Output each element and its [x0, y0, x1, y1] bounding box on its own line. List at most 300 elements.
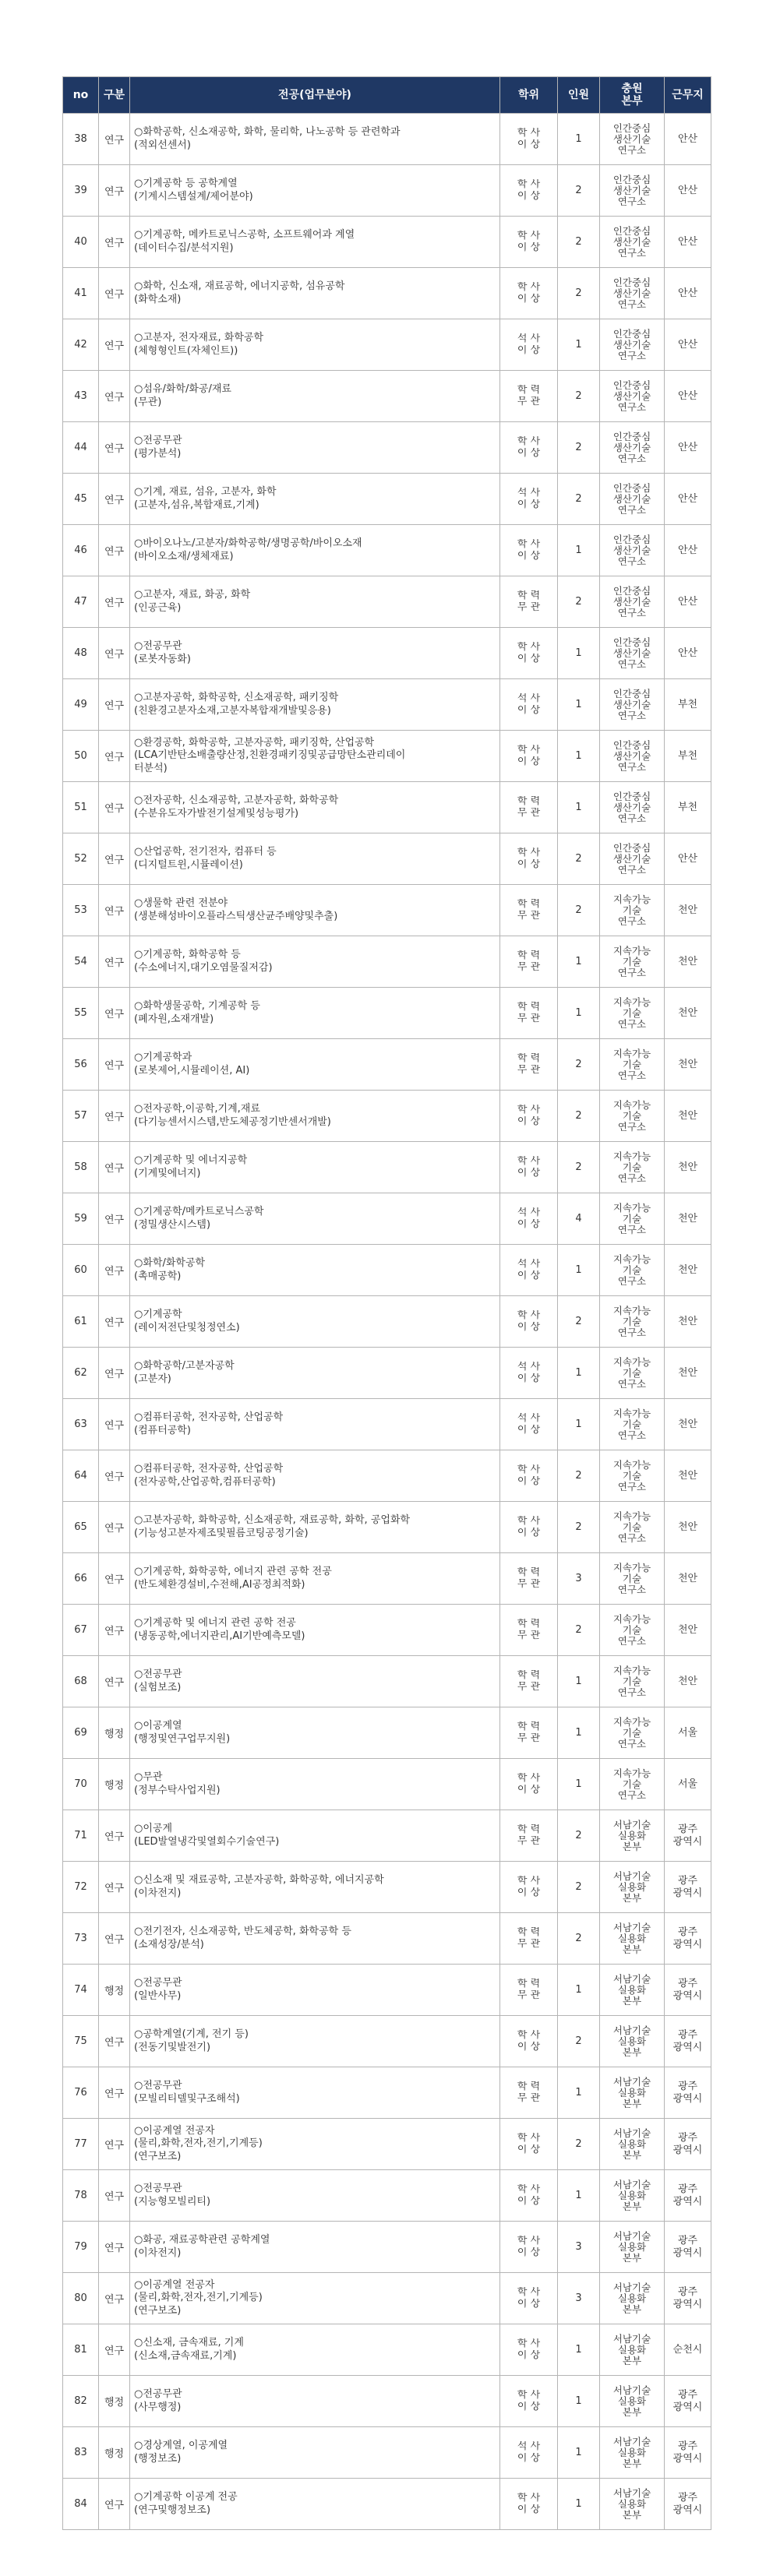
- major-line: ○고분자공학, 화학공학, 신소재공학, 패키징학: [134, 692, 339, 704]
- cell-major: [130, 936, 500, 988]
- degree-char: 사: [530, 1309, 541, 1321]
- cell-org: [600, 525, 665, 576]
- degree-line-1: [500, 539, 557, 551]
- location-line: 광주: [677, 1874, 698, 1887]
- major-line: (LCA기반탄소배출량산정,친환경패키징및공급망탄소관리데이: [134, 749, 406, 762]
- degree-char: 사: [530, 744, 541, 756]
- major-line: (디지털트윈,시뮬레이션): [134, 858, 243, 871]
- cell-location: [665, 1348, 711, 1399]
- cell-major: [130, 2273, 500, 2324]
- cell-major: [130, 1399, 500, 1450]
- degree-char: 관: [530, 2092, 541, 2104]
- major-line: (전자공학,산업공학,컴퓨터공학): [134, 1475, 276, 1488]
- cell-headcount: 1: [558, 988, 600, 1039]
- degree-char: 석: [517, 1412, 528, 1424]
- degree-char: 사: [530, 2183, 541, 2195]
- org-line: 생산기술: [612, 750, 651, 762]
- cell-location: [665, 2222, 711, 2273]
- degree-line-2: [500, 1682, 557, 1693]
- degree-char: 석: [517, 333, 528, 344]
- major-line: (생분해성바이오플라스틱생산균주배양및추출): [134, 910, 338, 922]
- location-line: 광주: [677, 2440, 698, 2452]
- org-line: 연구소: [617, 1172, 647, 1184]
- degree-char: 력: [530, 1721, 541, 1732]
- degree-char: 학: [517, 2132, 528, 2144]
- degree-char: 상: [530, 756, 541, 767]
- cell-category: 연구: [99, 525, 130, 576]
- cell-no: 76: [63, 2067, 99, 2119]
- major-line: (신소재,금속재료,기계): [134, 2349, 237, 2362]
- cell-location: [665, 576, 711, 628]
- cell-org: [600, 2170, 665, 2222]
- cell-headcount: 2: [558, 1913, 600, 1965]
- degree-char: 학: [517, 2029, 528, 2041]
- cell-no: 60: [63, 1245, 99, 1296]
- degree-char: 학: [517, 1618, 528, 1630]
- location-line: 천안: [677, 1521, 698, 1533]
- major-line: (연구보조): [134, 2304, 182, 2317]
- degree-line-2: [500, 345, 557, 357]
- cell-major: [130, 525, 500, 576]
- cell-no: 50: [63, 731, 99, 782]
- cell-no: 49: [63, 679, 99, 731]
- cell-headcount: 1: [558, 731, 600, 782]
- degree-char: 상: [530, 1784, 541, 1795]
- org-line: 지속가능: [612, 1099, 651, 1111]
- degree-char: 상: [530, 190, 541, 202]
- cell-org: [600, 165, 665, 217]
- major-line: (지능형모빌리티): [134, 2195, 211, 2208]
- degree-char: 상: [530, 1270, 541, 1281]
- org-line: 기술: [622, 1213, 642, 1225]
- cell-headcount: 1: [558, 2376, 600, 2427]
- cell-location: [665, 731, 711, 782]
- cell-major: [130, 1862, 500, 1913]
- major-line: ○기계공학과: [134, 1052, 192, 1064]
- degree-char: 이: [517, 241, 528, 253]
- org-line: 본부: [622, 2406, 642, 2418]
- degree-char: 학: [517, 1001, 528, 1013]
- major-line: ○전공무관: [134, 2080, 182, 2092]
- cell-org: [600, 217, 665, 268]
- cell-major: [130, 2324, 500, 2376]
- cell-degree: [500, 782, 558, 833]
- cell-org: [600, 1862, 665, 1913]
- cell-no: 68: [63, 1656, 99, 1707]
- table-row: [63, 988, 711, 1039]
- cell-no: 52: [63, 833, 99, 885]
- degree-line-2: [500, 1836, 557, 1848]
- degree-line-1: [500, 436, 557, 448]
- degree-line-1: [500, 2390, 557, 2402]
- cell-headcount: 1: [558, 2427, 600, 2479]
- header-no: no: [63, 77, 99, 114]
- table-row: [63, 2067, 711, 2119]
- org-line: 지속가능: [612, 1562, 651, 1573]
- cell-degree: [500, 319, 558, 371]
- cell-org: [600, 936, 665, 988]
- major-line: (친환경고분자소재,고분자복합재개발및응용): [134, 704, 331, 717]
- org-line: 연구소: [617, 1686, 647, 1698]
- org-line: 실용화: [617, 2035, 647, 2047]
- cell-degree: [500, 1862, 558, 1913]
- org-line: 연구소: [617, 247, 647, 259]
- degree-line-2: [500, 139, 557, 151]
- cell-major: [130, 2170, 500, 2222]
- degree-line-1: [500, 179, 557, 191]
- location-line: 천안: [677, 1006, 698, 1019]
- major-line: (고분자): [134, 1373, 171, 1385]
- cell-location: [665, 936, 711, 988]
- major-line: (LED발열냉각및열회수기술연구): [134, 1835, 280, 1848]
- major-line: (정밀생산시스템): [134, 1218, 211, 1231]
- degree-char: 학: [517, 744, 528, 756]
- major-line: ○화학/화학공학: [134, 1257, 206, 1270]
- org-line: 연구소: [617, 453, 647, 464]
- cell-headcount: 2: [558, 1142, 600, 1193]
- major-line: ○이공계열: [134, 1720, 182, 1732]
- degree-line-1: [500, 1567, 557, 1579]
- org-line: 지속가능: [612, 1510, 651, 1522]
- cell-no: 83: [63, 2427, 99, 2479]
- degree-char: 이: [517, 2401, 528, 2412]
- major-line: ○이공계: [134, 1823, 173, 1835]
- degree-line-1: [500, 488, 557, 499]
- degree-line-2: [500, 1528, 557, 1539]
- location-line: 광역시: [672, 1989, 703, 2002]
- org-line: 기술: [622, 1007, 642, 1019]
- cell-major: [130, 2067, 500, 2119]
- cell-org: [600, 2016, 665, 2067]
- cell-major: [130, 1502, 500, 1553]
- cell-no: 63: [63, 1399, 99, 1450]
- degree-char: 상: [530, 704, 541, 716]
- cell-no: 80: [63, 2273, 99, 2324]
- cell-category: 행정: [99, 2376, 130, 2427]
- org-line: 인간중심: [612, 636, 651, 648]
- major-line: ○생물학 관련 전분야: [134, 897, 228, 910]
- degree-char: 사: [530, 1258, 541, 1270]
- degree-line-2: [500, 2042, 557, 2053]
- org-line: 기술: [622, 1161, 642, 1173]
- org-line: 인간중심: [612, 277, 651, 288]
- table-row: [63, 1656, 711, 1707]
- org-line: 실용화: [617, 2190, 647, 2201]
- degree-char: 무: [517, 1578, 528, 1590]
- degree-line-2: [500, 962, 557, 974]
- degree-char: 사: [530, 2338, 541, 2349]
- degree-char: 사: [530, 1772, 541, 1784]
- cell-location: [665, 2324, 711, 2376]
- major-line: ○기계공학 및 에너지공학: [134, 1154, 248, 1167]
- location-line: 광역시: [672, 1835, 703, 1848]
- table-row: [63, 576, 711, 628]
- degree-line-2: [500, 1373, 557, 1385]
- table-row: [63, 1296, 711, 1348]
- org-line: 지속가능: [612, 1767, 651, 1779]
- major-line: 터분석): [134, 762, 168, 774]
- degree-char: 사: [530, 2029, 541, 2041]
- cell-location: [665, 217, 711, 268]
- degree-char: 사: [530, 1207, 541, 1218]
- cell-org: [600, 474, 665, 525]
- cell-category: 연구: [99, 2119, 130, 2170]
- cell-location: [665, 1502, 711, 1553]
- degree-char: 학: [517, 847, 528, 858]
- org-line: 생산기술: [612, 853, 651, 865]
- cell-location: [665, 1862, 711, 1913]
- major-line: (소재성장/분석): [134, 1938, 204, 1951]
- degree-char: 무: [517, 1630, 528, 1641]
- cell-no: 46: [63, 525, 99, 576]
- degree-line-1: [500, 282, 557, 294]
- location-line: 광주: [677, 2028, 698, 2041]
- degree-char: 력: [530, 898, 541, 910]
- degree-line-1: [500, 1721, 557, 1733]
- location-line: 광역시: [672, 2144, 703, 2156]
- major-line: ○기계공학, 메카트로닉스공학, 소프트웨어과 계열: [134, 229, 355, 241]
- major-line: (다기능센서시스템,반도체공정기반센서개발): [134, 1115, 331, 1128]
- cell-headcount: 1: [558, 1399, 600, 1450]
- cell-major: [130, 782, 500, 833]
- location-line: 광역시: [672, 2298, 703, 2310]
- degree-line-2: [500, 602, 557, 614]
- table-row: [63, 833, 711, 885]
- org-line: 연구소: [617, 1635, 647, 1647]
- cell-no: 77: [63, 2119, 99, 2170]
- cell-location: [665, 1965, 711, 2016]
- degree-line-2: [500, 448, 557, 460]
- degree-char: 이: [517, 2195, 528, 2207]
- org-line: 지속가능: [612, 1459, 651, 1471]
- cell-no: 72: [63, 1862, 99, 1913]
- major-line: ○환경공학, 화학공학, 고분자공학, 패키징학, 산업공학: [134, 737, 375, 749]
- cell-no: 53: [63, 885, 99, 936]
- degree-char: 상: [530, 2452, 541, 2464]
- degree-line-2: [500, 2504, 557, 2516]
- major-line: ○전공무관: [134, 2183, 182, 2195]
- cell-major: [130, 885, 500, 936]
- cell-org: [600, 1707, 665, 1759]
- cell-major: [130, 1245, 500, 1296]
- cell-org: [600, 1091, 665, 1142]
- cell-major: [130, 319, 500, 371]
- table-row: [63, 2119, 711, 2170]
- table-row: [63, 1450, 711, 1502]
- cell-headcount: 2: [558, 2119, 600, 2170]
- degree-line-1: [500, 2287, 557, 2299]
- major-line: ○고분자, 재료, 화공, 화학: [134, 589, 251, 601]
- cell-major: [130, 474, 500, 525]
- cell-location: [665, 268, 711, 319]
- cell-category: 행정: [99, 1707, 130, 1759]
- cell-no: 38: [63, 114, 99, 165]
- location-line: 순천시: [672, 2343, 703, 2356]
- degree-char: 학: [517, 1155, 528, 1167]
- header-degree: 학위: [500, 77, 558, 114]
- cell-org: [600, 782, 665, 833]
- degree-line-2: [500, 2247, 557, 2259]
- major-line: ○화학공학/고분자공학: [134, 1360, 235, 1373]
- org-line: 서남기술: [612, 1819, 651, 1831]
- org-line: 서남기술: [612, 2333, 651, 2345]
- degree-line-2: [500, 911, 557, 922]
- org-line: 연구소: [617, 1018, 647, 1030]
- cell-category: 연구: [99, 988, 130, 1039]
- major-line: (화학소재): [134, 293, 182, 305]
- org-line: 지속가능: [612, 1253, 651, 1265]
- degree-line-2: [500, 1322, 557, 1334]
- major-line: ○컴퓨터공학, 전자공학, 산업공학: [134, 1463, 284, 1475]
- degree-line-2: [500, 1425, 557, 1436]
- degree-char: 상: [530, 2349, 541, 2361]
- cell-headcount: 2: [558, 474, 600, 525]
- degree-line-1: [500, 2030, 557, 2042]
- org-line: 지속가능: [612, 1048, 651, 1059]
- location-line: 부천: [677, 698, 698, 710]
- major-line: (로봇자동화): [134, 653, 191, 665]
- org-line: 생산기술: [612, 236, 651, 248]
- org-line: 지속가능: [612, 996, 651, 1008]
- degree-char: 관: [530, 1835, 541, 1847]
- degree-char: 사: [530, 178, 541, 190]
- cell-major: [130, 268, 500, 319]
- table-row: [63, 1862, 711, 1913]
- cell-degree: [500, 165, 558, 217]
- org-line: 기술: [622, 1470, 642, 1482]
- org-line: 본부: [622, 2303, 642, 2315]
- degree-char: 상: [530, 653, 541, 664]
- degree-char: 학: [517, 2338, 528, 2349]
- location-line: 광역시: [672, 2041, 703, 2053]
- major-line: ○이공계열 전공자: [134, 2279, 215, 2292]
- degree-char: 학: [517, 1926, 528, 1938]
- major-line: (수소에너지,대기오염물질저감): [134, 961, 273, 974]
- major-line: ○전자공학, 신소재공학, 고분자공학, 화학공학: [134, 795, 339, 807]
- cell-major: [130, 217, 500, 268]
- degree-char: 무: [517, 1938, 528, 1950]
- cell-category: 연구: [99, 2479, 130, 2530]
- org-line: 인간중심: [612, 585, 651, 597]
- cell-category: 연구: [99, 319, 130, 371]
- major-line: ○컴퓨터공학, 전자공학, 산업공학: [134, 1411, 284, 1424]
- degree-char: 이: [517, 499, 528, 510]
- table-row: [63, 1913, 711, 1965]
- cell-org: [600, 1502, 665, 1553]
- cell-headcount: 2: [558, 371, 600, 422]
- cell-degree: [500, 1605, 558, 1656]
- major-line: ○경상계열, 이공계열: [134, 2440, 228, 2452]
- cell-org: [600, 1965, 665, 2016]
- org-line: 연구소: [617, 401, 647, 413]
- cell-no: 57: [63, 1091, 99, 1142]
- cell-no: 66: [63, 1553, 99, 1605]
- degree-char: 사: [530, 1464, 541, 1475]
- org-line: 연구소: [617, 1121, 647, 1133]
- cell-location: [665, 1656, 711, 1707]
- table-row: [63, 936, 711, 988]
- cell-headcount: 2: [558, 1296, 600, 1348]
- degree-char: 학: [517, 1515, 528, 1527]
- cell-major: [130, 2427, 500, 2479]
- location-line: 천안: [677, 1418, 698, 1430]
- cell-major: [130, 2222, 500, 2273]
- cell-major: [130, 1913, 500, 1965]
- cell-category: 연구: [99, 1862, 130, 1913]
- degree-char: 사: [530, 1412, 541, 1424]
- degree-char: 학: [517, 898, 528, 910]
- degree-char: 관: [530, 1013, 541, 1024]
- degree-char: 학: [517, 538, 528, 550]
- major-line: ○섬유/화학/화공/재료: [134, 383, 231, 396]
- major-line: ○기계, 재료, 섬유, 고분자, 화학: [134, 486, 277, 499]
- org-line: 인간중심: [612, 842, 651, 854]
- header-location: 근무지: [665, 77, 711, 114]
- degree-char: 이: [517, 2452, 528, 2464]
- org-line: 생산기술: [612, 544, 651, 556]
- degree-char: 학: [517, 2235, 528, 2247]
- degree-char: 이: [517, 2298, 528, 2310]
- table-row: [63, 2222, 711, 2273]
- cell-headcount: 1: [558, 1707, 600, 1759]
- cell-org: [600, 2222, 665, 2273]
- cell-degree: [500, 2016, 558, 2067]
- location-line: 천안: [677, 1109, 698, 1122]
- cell-degree: [500, 1399, 558, 1450]
- degree-line-2: [500, 1116, 557, 1128]
- org-line: 기술: [622, 1316, 642, 1327]
- cell-major: [130, 1348, 500, 1399]
- location-line: 광주: [677, 2234, 698, 2247]
- degree-char: 관: [530, 1989, 541, 2001]
- degree-line-1: [500, 385, 557, 396]
- major-line: (폐자원,소재개발): [134, 1013, 214, 1025]
- header-org: [600, 77, 665, 114]
- degree-char: 이: [517, 2247, 528, 2258]
- cell-headcount: 1: [558, 936, 600, 988]
- org-line: 서남기술: [612, 2282, 651, 2293]
- degree-char: 상: [530, 1115, 541, 1127]
- degree-line-1: [500, 2184, 557, 2196]
- cell-org: [600, 371, 665, 422]
- location-line: 천안: [677, 955, 698, 967]
- degree-line-2: [500, 242, 557, 254]
- major-line: ○기계공학 이공계 전공: [134, 2491, 238, 2504]
- degree-char: 이: [517, 1424, 528, 1436]
- degree-char: 학: [517, 1464, 528, 1475]
- table-row: [63, 525, 711, 576]
- cell-headcount: 3: [558, 2273, 600, 2324]
- cell-major: [130, 731, 500, 782]
- cell-org: [600, 731, 665, 782]
- table-row: [63, 1810, 711, 1862]
- degree-char: 이: [517, 1527, 528, 1538]
- cell-category: 연구: [99, 1450, 130, 1502]
- degree-line-1: [500, 1207, 557, 1219]
- degree-line-2: [500, 1785, 557, 1796]
- location-line: 안산: [677, 287, 698, 299]
- cell-headcount: 1: [558, 1245, 600, 1296]
- major-line: ○화학생물공학, 기계공학 등: [134, 1000, 260, 1013]
- cell-category: 연구: [99, 2067, 130, 2119]
- degree-char: 이: [517, 1784, 528, 1795]
- degree-char: 이: [517, 1475, 528, 1487]
- degree-line-2: [500, 294, 557, 305]
- org-line: 지속가능: [612, 1202, 651, 1214]
- cell-degree: [500, 1450, 558, 1502]
- org-line: 연구소: [617, 298, 647, 310]
- degree-line-1: [500, 1413, 557, 1425]
